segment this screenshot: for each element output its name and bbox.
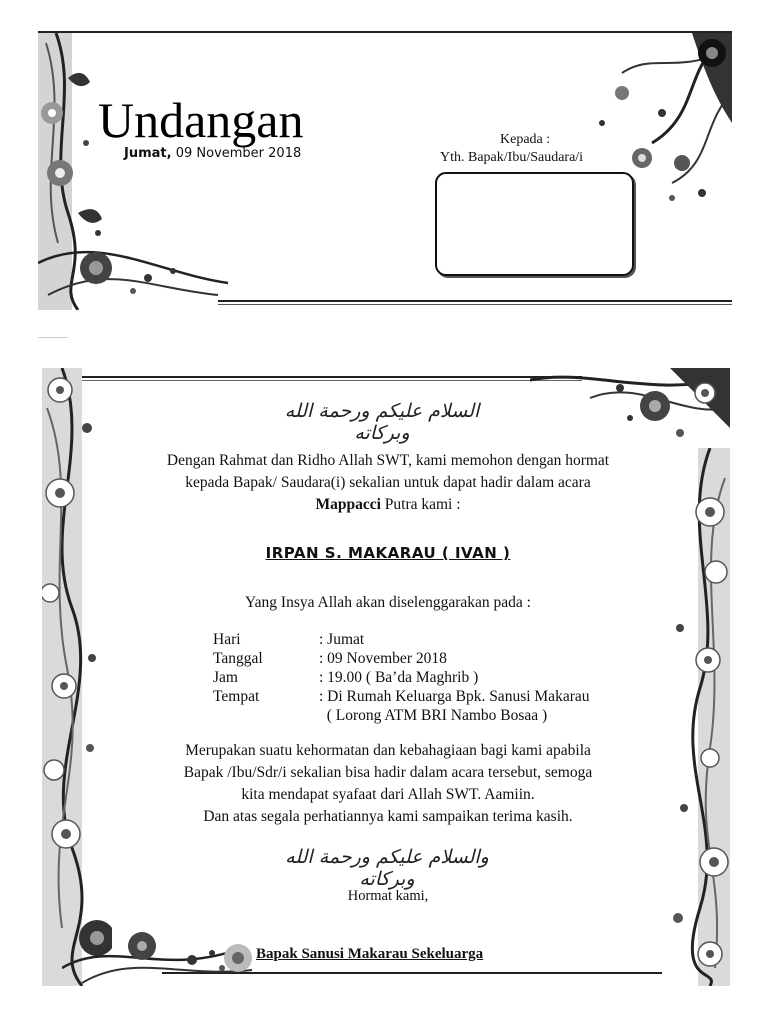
letter-top-border bbox=[82, 376, 582, 378]
letter-top-border-thin bbox=[82, 380, 582, 381]
recipient-address-box bbox=[435, 172, 634, 276]
floral-ornament-right-vertical bbox=[670, 448, 730, 986]
intro-line-3 bbox=[102, 494, 674, 516]
envelope-card bbox=[38, 31, 732, 310]
invitation-title: Undangan bbox=[98, 92, 304, 148]
small-flower-icon bbox=[222, 942, 254, 974]
separator-dash bbox=[38, 337, 68, 338]
regards-text: Hormat kami, bbox=[347, 888, 429, 904]
event-name: Mappacci bbox=[315, 496, 381, 513]
detail-label: Tanggal bbox=[213, 650, 263, 667]
detail-row-place bbox=[213, 687, 590, 706]
to-label: Kepada : bbox=[500, 132, 551, 147]
closing-line-3: kita mendapat syafaat dari Allah SWT. Aamiin. bbox=[241, 786, 535, 803]
detail-value: : 09 November 2018 bbox=[319, 650, 447, 667]
groom-name: IRPAN S. MAKARAU ( IVAN ) bbox=[265, 544, 511, 562]
date-value: 09 November 2018 bbox=[175, 146, 302, 161]
schedule-intro: Yang Insya Allah akan diselenggarakan pada : bbox=[245, 594, 531, 611]
floral-ornament-left bbox=[38, 33, 238, 310]
salam-closing: والسلام عليكم ورحمة الله وبركاته bbox=[285, 846, 489, 890]
envelope-bottom-line-thin bbox=[218, 304, 732, 305]
floral-ornament-top-right bbox=[530, 368, 730, 458]
detail-label: Jam bbox=[213, 669, 238, 686]
detail-row-time bbox=[213, 668, 590, 687]
detail-row-place-extra bbox=[213, 706, 590, 725]
detail-row-date bbox=[213, 649, 590, 668]
letter-card bbox=[42, 368, 730, 986]
closing-line-1: Merupakan suatu kehormatan dan kebahagiaan bagi kami apabila bbox=[185, 742, 591, 759]
family-signature: Bapak Sanusi Makarau Sekeluarga bbox=[256, 946, 484, 962]
detail-label bbox=[213, 706, 319, 725]
detail-value: ( Lorong ATM BRI Nambo Bosaa ) bbox=[319, 707, 548, 724]
detail-label: Hari bbox=[213, 631, 241, 648]
intro-line-1: Dengan Rahmat dan Ridho Allah SWT, kami memohon dengan hormat bbox=[166, 452, 610, 469]
envelope-bottom-line bbox=[218, 300, 732, 302]
detail-label: Tempat bbox=[213, 688, 260, 705]
detail-value: : 19.00 ( Ba’da Maghrib ) bbox=[319, 669, 479, 686]
closing-line-2: Bapak /Ibu/Sdr/i sekalian bisa hadir dalam acara tersebut, semoga bbox=[183, 764, 593, 781]
date-day: Jumat, bbox=[124, 146, 172, 161]
intro-line-2: kepada Bapak/ Saudara(i) sekalian untuk dapat hadir dalam acara bbox=[185, 474, 591, 491]
salam-opening: السلام عليكم ورحمة الله وبركاته bbox=[284, 400, 480, 444]
detail-row-day bbox=[213, 630, 590, 649]
event-details bbox=[213, 630, 590, 725]
invitation-date bbox=[124, 146, 301, 161]
detail-value: : Jumat bbox=[319, 631, 365, 648]
detail-value: : Di Rumah Keluarga Bpk. Sanusi Makarau bbox=[319, 688, 590, 705]
closing-line-4: Dan atas segala perhatiannya kami sampaikan terima kasih. bbox=[203, 808, 573, 825]
recipient-line: Yth. Bapak/Ibu/Saudara/i bbox=[440, 150, 584, 165]
intro-line-3-rest: Putra kami : bbox=[380, 496, 461, 513]
